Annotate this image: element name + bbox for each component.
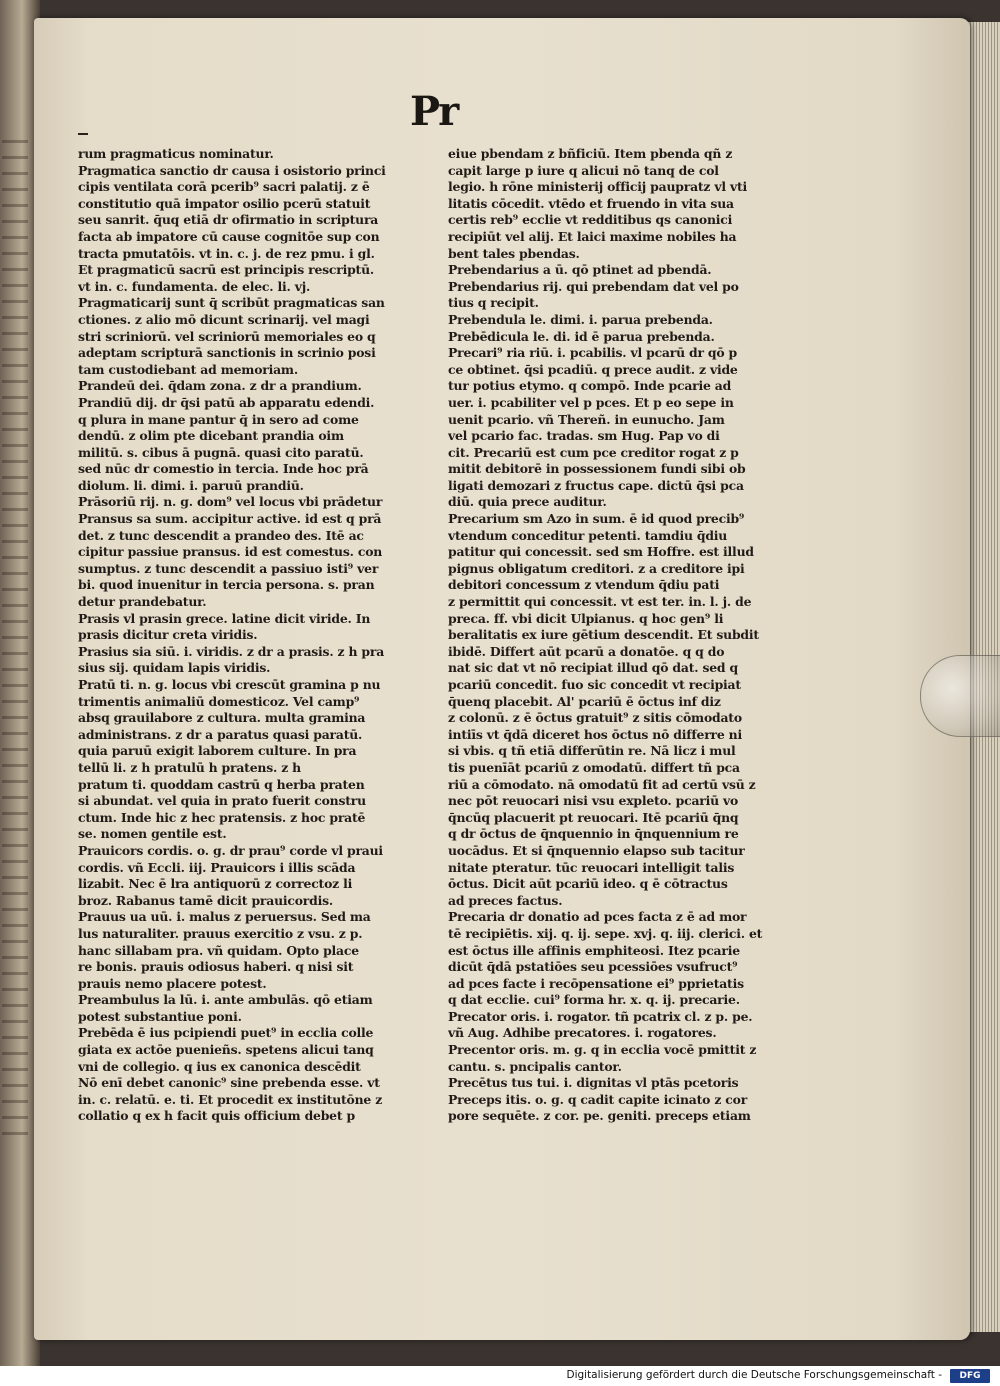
left-column-line: pratum ti. quoddam castrū q herba praten bbox=[78, 776, 365, 792]
left-column-line: seu sanrit. q̄uq etiā dr ofirmatio in scriptura bbox=[78, 212, 379, 228]
left-column-line: sumptus. z tunc descendit a passiuo isti⁹ ver bbox=[78, 560, 379, 576]
left-column-line: rum pragmaticus nominatur. bbox=[78, 146, 274, 161]
left-column-line: Prebēda ē ius pcipiendi puet⁹ in ecclia colle bbox=[78, 1025, 374, 1041]
left-column-line: ctiones. z alio mō dicunt scrinarij. vel magi bbox=[78, 311, 370, 327]
right-column-line: tur potius etymo. q compō. Inde pcarie ad bbox=[448, 378, 732, 394]
right-column-line: beralitatis ex iure gētium descendit. Et subdit bbox=[448, 627, 759, 643]
left-column-line: Pragmatica sanctio dr causa i osistorio princi bbox=[78, 162, 386, 178]
left-column-line: giata ex actōe puenieñs. spetens alicui tanq bbox=[78, 1042, 374, 1058]
running-head: Pr bbox=[410, 88, 458, 135]
left-column-line: absq grauilabore z cultura. multa gramina bbox=[78, 710, 366, 726]
left-column-line: broz. Rabanus tamē dicit prauicordis. bbox=[78, 892, 333, 908]
right-column-line: q dr ōctus de q̄nquennio in q̄nquennium re bbox=[448, 826, 739, 842]
right-column-line: pignus obligatum creditori. z a creditore ipi bbox=[448, 560, 745, 576]
left-column-line: Prasis vl prasin grece. latine dicit viride. In bbox=[78, 610, 371, 626]
right-column-line: ibidē. Differt aūt pcarū a donatōe. q q do bbox=[448, 643, 725, 659]
right-column-line: uocādus. Et si q̄nquennio elapso sub tacitur bbox=[448, 842, 745, 858]
left-column-line: administrans. z dr a paratus quasi paratū. bbox=[78, 726, 363, 742]
left-column-line: det. z tunc descendit a prandeo des. Itē ac bbox=[78, 527, 364, 543]
left-column-line: Preambulus la lū. i. ante ambulās. qō etiam bbox=[78, 992, 373, 1008]
left-column-line: si abundat. vel quia in prato fuerit constru bbox=[78, 793, 366, 809]
right-column-line: certis reb⁹ ecclie vt redditibus qs canonici bbox=[448, 212, 733, 228]
right-column-line: Prebendarius rij. qui prebendam dat vel po bbox=[448, 278, 739, 294]
left-column-line: se. nomen gentile est. bbox=[78, 826, 227, 842]
left-column-line: cipis ventilata corā pcerib⁹ sacri palatij. z ē bbox=[78, 179, 370, 195]
right-column-line: litatis cōcedit. vtēdo et fruendo in vita sua bbox=[448, 195, 734, 211]
left-column-line: cordis. vñ Eccli. iij. Prauicors i illis scāda bbox=[78, 859, 356, 875]
left-column-line: quia paruū exigit laborem culture. In pra bbox=[78, 743, 357, 759]
right-column-line: riū a cōmodato. nā omodatū fit ad certū vsū z bbox=[448, 776, 756, 792]
facing-page-text-fragment bbox=[2, 140, 28, 1140]
right-column-line: diū. quia prece auditur. bbox=[448, 494, 607, 510]
right-column-line: mitit debitorē in possessionem fundi sibi ob bbox=[448, 461, 746, 477]
right-column-line: recipiūt vel alij. Et laici maxime nobiles ha bbox=[448, 228, 737, 244]
right-column-line: ad pces facte i recōpensatione ei⁹ pprietatis bbox=[448, 975, 744, 991]
right-column-line: preca. ff. vbi dicit Ulpianus. q hoc gen⁹ li bbox=[448, 610, 724, 626]
right-column-line: uenit pcario. vñ Thereñ. in eunucho. Jam bbox=[448, 411, 725, 427]
right-column-line: vtendum conceditur petenti. tamdiu q̄diu bbox=[448, 527, 728, 543]
plastic-clip bbox=[920, 655, 1000, 737]
left-column-line: tracta pmutatōis. vt in. c. j. de rez pmu. i gl. bbox=[78, 245, 375, 261]
left-text-column bbox=[78, 146, 426, 1125]
right-column-line: cantu. s. pncipalis cantor. bbox=[448, 1058, 622, 1074]
left-column-line: trimentis animaliū domesticoz. Vel camp⁹ bbox=[78, 693, 360, 709]
right-column-line: Precarium sm Azo in sum. ē id quod precib⁹ bbox=[448, 511, 745, 527]
left-column-line: adeptam scripturā sanctionis in scrinio posi bbox=[78, 345, 376, 361]
right-column-line: tius q recipit. bbox=[448, 295, 539, 311]
dfg-logo: DFG bbox=[950, 1369, 990, 1383]
right-column-line: z colonū. z ē ōctus gratuit⁹ z sitis cōmodato bbox=[448, 710, 742, 726]
left-column-line: Prandiū dij. dr q̄si patū ab apparatu edendi. bbox=[78, 394, 375, 410]
left-column-line: tam custodiebant ad memoriam. bbox=[78, 361, 298, 377]
left-column-line: collatio q ex h facit quis officium debet p bbox=[78, 1108, 355, 1124]
right-column-line: eiue pbendam z bñficiū. Item pbenda qñ z bbox=[448, 146, 733, 161]
left-column-line: Prauus ua uū. i. malus z peruersus. Sed ma bbox=[78, 909, 371, 925]
right-column-line: nat sic dat vt nō recipiat illud qō dat. sed q bbox=[448, 660, 738, 676]
right-column-line: ligati demozari z fructus cape. dictū q̄si pca bbox=[448, 477, 744, 493]
left-column-line: dendū. z olim pte dicebant prandia oim bbox=[78, 428, 344, 444]
right-column-line: Precari⁹ ria riū. i. pcabilis. vl pcarū dr qō p bbox=[448, 345, 738, 361]
right-column-line: ce obtinet. q̄si pcadiū. q prece audit. z vide bbox=[448, 361, 738, 377]
left-column-line: Prandeū dei. q̄dam zona. z dr a prandium. bbox=[78, 378, 362, 394]
right-column-line: q dat ecclie. cui⁹ forma hr. x. q. ij. precarie. bbox=[448, 992, 740, 1008]
left-column-line: Pransus sa sum. accipitur active. id est q prā bbox=[78, 511, 382, 527]
right-text-column bbox=[448, 146, 770, 1125]
left-column-line: detur prandebatur. bbox=[78, 594, 207, 610]
left-column-line: ctum. Inde hic z hec pratensis. z hoc pratē bbox=[78, 809, 366, 825]
right-column-line: est ōctus ille affinis emphiteosi. Itez pcarie bbox=[448, 942, 740, 958]
left-column-line: lus naturaliter. prauus exercitio z vsu. z p. bbox=[78, 925, 363, 941]
left-column-line: bi. quod inuenitur in tercia persona. s. pran bbox=[78, 577, 375, 593]
right-column-line: ad preces factus. bbox=[448, 892, 563, 908]
left-column-line: lizabit. Nec ē lra antiquorū z correctoz li bbox=[78, 876, 353, 892]
right-column-line: pcariū concedit. fuo sic concedit vt recipiat bbox=[448, 677, 741, 692]
left-column-line: militū. s. cibus ā pugnā. quasi cito paratū. bbox=[78, 444, 364, 460]
right-column-line: ōctus. Dicit aūt pcariū ideo. q ē cōtractus bbox=[448, 876, 728, 892]
left-column-line: sed nūc dr comestio in tercia. Inde hoc prā bbox=[78, 461, 369, 477]
right-column-line: Precaria dr donatio ad pces facta z ē ad mor bbox=[448, 909, 747, 925]
right-column-line: q̄uenq placebit. Al' pcariū ē ōctus inf diz bbox=[448, 693, 721, 709]
right-column-line: nitate pteratur. tūc reuocari intelligit talis bbox=[448, 859, 735, 875]
left-column-line: Prasius sia siū. i. viridis. z dr a prasis. z h pra bbox=[78, 643, 385, 659]
left-column-line: q plura in mane pantur q̄ in sero ad come bbox=[78, 411, 359, 427]
right-column-line: Precentor oris. m. g. q in ecclia vocē pmittit z bbox=[448, 1042, 757, 1058]
left-column-line: in. c. relatū. e. ti. Et procedit ex institutōne z bbox=[78, 1091, 383, 1107]
left-column-line: Pragmaticarij sunt q̄ scribūt pragmaticas san bbox=[78, 295, 385, 311]
left-column-line: Pratū ti. n. g. locus vbi crescūt gramina p nu bbox=[78, 677, 381, 692]
left-column-line: Et pragmaticū sacrū est principis rescriptū. bbox=[78, 262, 374, 278]
right-column-line: Prebēdicula le. di. id ē parua prebenda. bbox=[448, 328, 715, 344]
left-column-line: cipitur passiue pransus. id est comestus. con bbox=[78, 544, 383, 560]
right-column-line: debitori concessum z vtendum q̄diu pati bbox=[448, 577, 720, 593]
left-column-line: stri scriniorū. vel scriniorū memoriales eo q bbox=[78, 328, 376, 344]
left-column-line: diolum. li. dimi. i. paruū prandiū. bbox=[78, 477, 304, 493]
right-column-line: Precētus tus tui. i. dignitas vl ptās pcetoris bbox=[448, 1075, 739, 1091]
right-column-line: patitur qui concessit. sed sm Hoffre. est illud bbox=[448, 544, 754, 560]
right-column-line: legio. h rōne ministerij officij paupratz vl vti bbox=[448, 179, 748, 195]
left-column-line: prasis dicitur creta viridis. bbox=[78, 627, 258, 643]
left-column-line: Nō enī debet canonic⁹ sine prebenda esse. vt bbox=[78, 1075, 380, 1091]
right-column-line: Prebendula le. dimi. i. parua prebenda. bbox=[448, 311, 713, 327]
right-column-line: pore sequēte. z cor. pe. geniti. preceps etiam bbox=[448, 1108, 751, 1124]
right-column-line: uer. i. pcabiliter vel p pces. Et p eo sepe in bbox=[448, 394, 734, 410]
right-column-line: Preceps itis. o. g. q cadit capite icinato z cor bbox=[448, 1091, 748, 1107]
left-column-line: constitutio quā impator osilio pcerū statuit bbox=[78, 195, 371, 211]
left-column-line: sius sij. quidam lapis viridis. bbox=[78, 660, 271, 676]
right-column-line: tis puenīāt pcariū z omodatū. differt tñ pca bbox=[448, 759, 740, 775]
right-column-line: intiīs vt q̄dā diceret hos ōctus nō differre ni bbox=[448, 726, 742, 742]
left-column-line: re bonis. prauis odiosus haberi. q nisi sit bbox=[78, 959, 354, 975]
left-column-line: vt in. c. fundamenta. de elec. li. vj. bbox=[78, 278, 311, 294]
right-column-line: bent tales pbendas. bbox=[448, 245, 580, 261]
right-column-line: nec pōt reuocari nisi vsu expleto. pcariū vo bbox=[448, 793, 739, 809]
right-column-line: vñ Aug. Adhibe precatores. i. rogatores. bbox=[448, 1025, 717, 1041]
right-column-line: q̄ncūq placuerit pt reuocari. Itē pcariū q̄nq bbox=[448, 809, 739, 825]
right-column-line: cit. Precariū est cum pce creditor rogat z p bbox=[448, 444, 739, 460]
left-column-line: vni de collegio. q ius ex canonica descēdit bbox=[78, 1058, 361, 1074]
digitization-footer bbox=[0, 1366, 1000, 1386]
right-column-line: dicūt q̄dā pstatiōes seu pcessiōes vsufruct⁹ bbox=[448, 959, 738, 975]
left-column-line: prauis nemo placere potest. bbox=[78, 975, 267, 991]
right-column-line: vel pcario fac. tradas. sm Hug. Pap vo di bbox=[448, 428, 720, 444]
column-marker bbox=[78, 133, 88, 135]
right-column-line: capit large p iure q alicui nō tanq de col bbox=[448, 162, 719, 178]
funding-credit: Digitalisierung gefördert durch die Deutsche Forschungsgemeinschaft - bbox=[566, 1369, 942, 1381]
left-column-line: tellū li. z h pratulū h pratens. z h bbox=[78, 759, 301, 775]
right-column-line: z permittit qui concessit. vt est ter. in. l. j. de bbox=[448, 594, 752, 610]
left-column-line: potest substantiue poni. bbox=[78, 1008, 242, 1024]
left-column-line: Prāsoriū rij. n. g. dom⁹ vel locus vbi prādetur bbox=[78, 494, 383, 510]
left-column-line: facta ab impatore cū cause cognitōe sup con bbox=[78, 228, 380, 244]
right-column-line: Precator oris. i. rogator. tñ pcatrix cl. z p. pe. bbox=[448, 1008, 753, 1024]
left-column-line: Prauicors cordis. o. g. dr prau⁹ corde vl praui bbox=[78, 842, 383, 858]
right-column-line: Prebendarius a ū. qō ptinet ad pbendā. bbox=[448, 262, 712, 278]
right-column-line: si vbis. q tñ etiā differūtin re. Nā licz i mul bbox=[448, 743, 736, 759]
right-column-line: tē recipiētis. xij. q. ij. sepe. xvj. q. iij. clerici. et bbox=[448, 925, 763, 941]
left-column-line: hanc sillabam pra. vñ quidam. Opto place bbox=[78, 942, 359, 958]
